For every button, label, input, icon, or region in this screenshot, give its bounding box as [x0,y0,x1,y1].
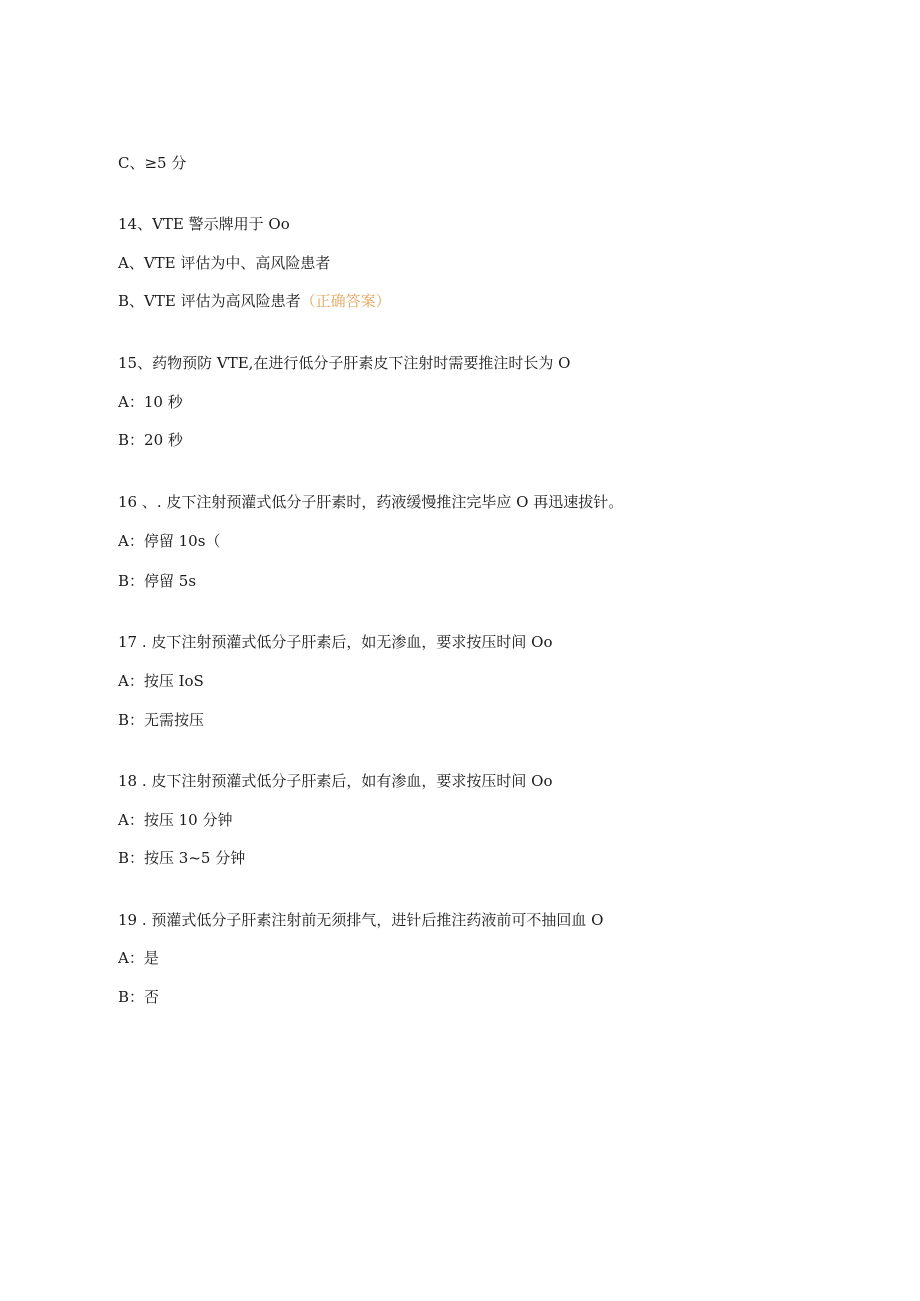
q14-option-b-text: B、VTE 评估为高风险患者 [118,292,301,310]
q16-option-a: A：停留 10s（ [118,532,221,550]
q17-question: 17 . 皮下注射预灌式低分子肝素后，如无渗血，要求按压时间 Oo [118,633,553,651]
q18-question: 18 . 皮下注射预灌式低分子肝素后，如有渗血，要求按压时间 Oo [118,772,553,790]
q17-option-b: B：无需按压 [118,711,205,729]
q15-option-a: A：10 秒 [118,393,183,411]
correct-answer-note: （正确答案） [300,292,391,310]
q17-option-a: A：按压 IoS [118,672,204,690]
q16-question: 16 、. 皮下注射预灌式低分子肝素时，药液缓慢推注完毕应 O 再迅速拔针。 [118,493,624,511]
q18-option-a: A：按压 10 分钟 [118,811,233,829]
q14-option-b [118,291,391,311]
q16-option-b: B：停留 5s [118,572,197,590]
q15-question: 15、药物预防 VTE,在进行低分子肝素皮下注射时需要推注时长为 O [118,354,571,372]
q19-option-a: A：是 [118,949,159,967]
q13-option-c: C、≥5 分 [118,154,187,172]
q18-option-b: B：按压 3~5 分钟 [118,849,246,867]
q14-option-a: A、VTE 评估为中、高风险患者 [118,254,331,272]
q19-question: 19 . 预灌式低分子肝素注射前无须排气，进针后推注药液前可不抽回血 O [118,911,604,929]
q19-option-b: B：否 [118,988,160,1006]
q15-option-b: B：20 秒 [118,431,183,449]
q14-question: 14、VTE 警示牌用于 Oo [118,215,290,233]
